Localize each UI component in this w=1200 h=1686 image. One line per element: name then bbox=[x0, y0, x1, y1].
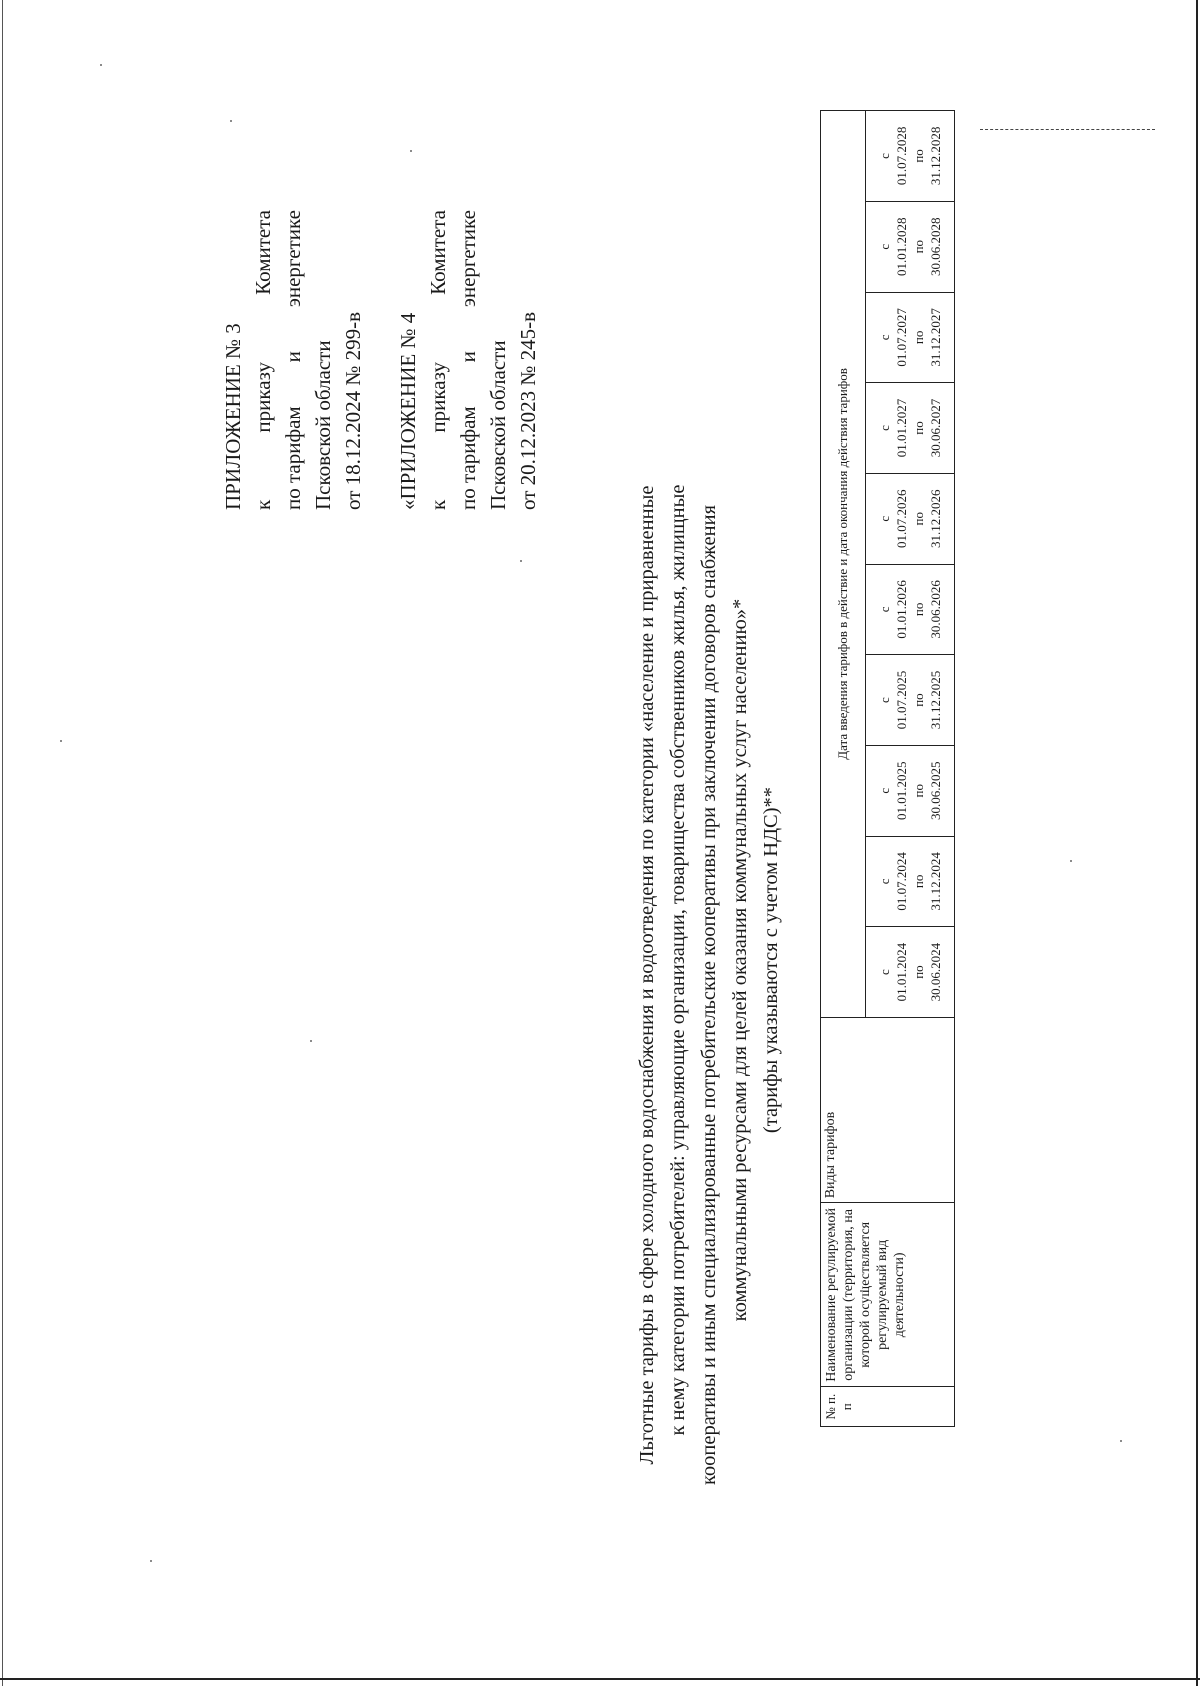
period-cell: с 01.07.2024 по 31.12.2024 bbox=[866, 836, 955, 927]
rotated-page bbox=[20, 110, 1140, 1570]
title-line: к нему категории потребителей: управляющие организации, товарищества собственников жилья, жилищные bbox=[667, 484, 689, 1436]
title-line: Льготные тарифы в сфере холодного водоснабжения и водоотведения по категории «население и приравненные bbox=[636, 485, 658, 1465]
appendix-current bbox=[218, 210, 368, 510]
appendix-line: к приказу Комитета bbox=[426, 210, 450, 510]
period-cell: с 01.01.2026 по 30.06.2026 bbox=[866, 564, 955, 655]
appendix-title: «ПРИЛОЖЕНИЕ № 4 bbox=[396, 312, 420, 510]
table-header-row bbox=[821, 111, 866, 1427]
header-tariff-kinds: Виды тарифов bbox=[821, 1017, 955, 1202]
period-cell: с 01.07.2025 по 31.12.2025 bbox=[866, 655, 955, 746]
scan-edge-left bbox=[2, 0, 3, 1686]
period-cell: с 01.01.2025 по 30.06.2025 bbox=[866, 745, 955, 836]
header-number: № п. п bbox=[821, 1387, 955, 1427]
appendix-title: ПРИЛОЖЕНИЕ № 3 bbox=[221, 323, 245, 510]
appendix-line: Псковской области bbox=[311, 340, 335, 510]
appendix-original bbox=[393, 210, 543, 510]
period-cell: с 01.07.2028 по 31.12.2028 bbox=[866, 111, 955, 202]
period-cell: с 01.07.2026 по 31.12.2026 bbox=[866, 473, 955, 564]
appendix-line: Псковской области bbox=[486, 340, 510, 510]
period-cell: с 01.01.2024 по 30.06.2024 bbox=[866, 927, 955, 1018]
period-cell: с 01.01.2027 по 30.06.2027 bbox=[866, 383, 955, 474]
appendix-order-ref: от 20.12.2023 № 245-в bbox=[516, 311, 540, 510]
header-dates-group: Дата введения тарифов в действие и дата окончания действия тарифов bbox=[821, 111, 866, 1018]
title-line: кооперативы и иным специализированные потребительские кооперативы при заключении договоров снабжения bbox=[698, 505, 720, 1485]
header-organization: Наименование регулируемой организации (территория, на которой осуществляется регулируемый вид деятельности) bbox=[821, 1203, 955, 1387]
appendix-line: к приказу Комитета bbox=[251, 210, 275, 510]
document-title bbox=[632, 460, 787, 1485]
appendix-line: по тарифам и энергетике bbox=[456, 210, 480, 510]
title-line: (тарифы указываются с учетом НДС)** bbox=[760, 786, 782, 1134]
scan-edge-right bbox=[1196, 0, 1198, 1686]
scan-edge-bottom bbox=[0, 1678, 1200, 1680]
title-line: коммунальными ресурсами для целей оказания коммунальных услуг населению»* bbox=[729, 598, 751, 1322]
period-cell: с 01.01.2028 по 30.06.2028 bbox=[866, 201, 955, 292]
period-cell: с 01.07.2027 по 31.12.2027 bbox=[866, 292, 955, 383]
scan-speck bbox=[100, 64, 102, 66]
appendix-order-ref: от 18.12.2024 № 299-в bbox=[341, 311, 365, 510]
tariff-table bbox=[820, 110, 955, 1427]
appendix-line: по тарифам и энергетике bbox=[281, 210, 305, 510]
